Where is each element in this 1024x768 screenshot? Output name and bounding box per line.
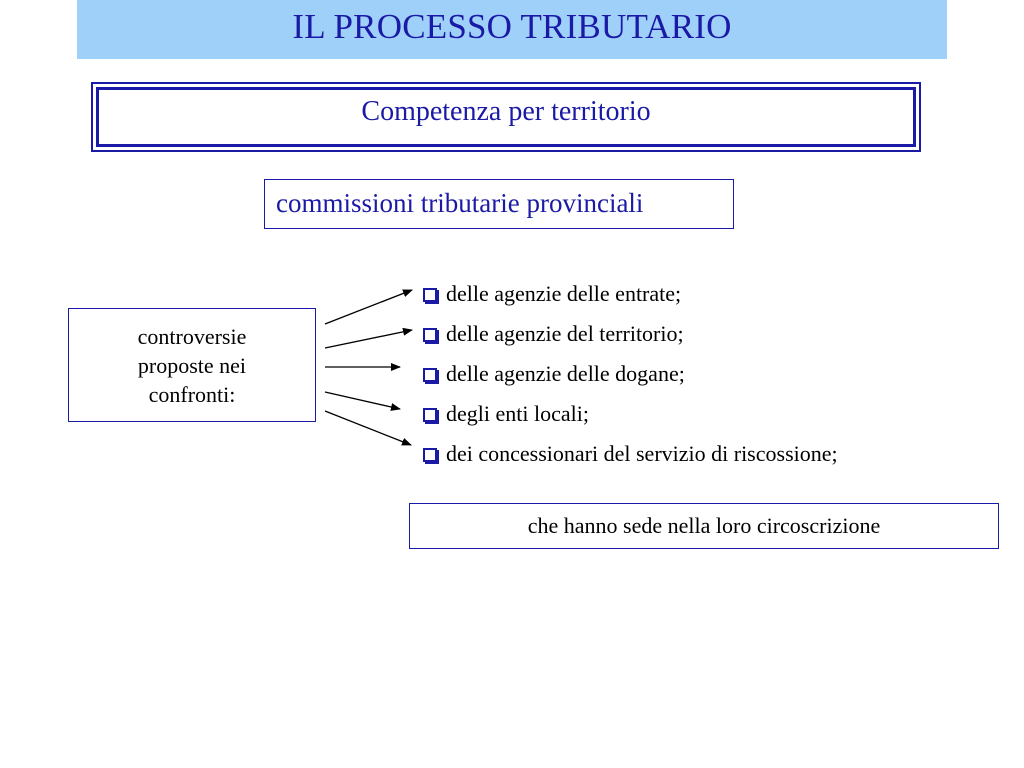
list-item-label: delle agenzie delle dogane; (446, 361, 685, 386)
checkbox-bullet-icon (423, 328, 437, 342)
arrow-2 (325, 330, 412, 348)
list-item-label: degli enti locali; (446, 401, 589, 426)
target-list (423, 274, 838, 474)
list-item-label: delle agenzie delle entrate; (446, 281, 682, 306)
list-item (423, 434, 838, 474)
checkbox-bullet-icon (423, 408, 437, 422)
arrow-5 (325, 411, 411, 445)
source-line-3: confronti: (148, 381, 236, 407)
arrow-4 (325, 392, 400, 409)
slide-title: IL PROCESSO TRIBUTARIO (292, 6, 732, 46)
footer-text: che hanno sede nella loro circoscrizione (527, 513, 881, 538)
source-box (68, 308, 316, 422)
title-bar (77, 0, 947, 59)
checkbox-bullet-icon (423, 448, 437, 462)
list-item (423, 274, 838, 314)
footer-box (409, 503, 999, 549)
list-item (423, 394, 838, 434)
list-item (423, 354, 838, 394)
subtitle-inner-frame (96, 87, 916, 147)
checkbox-bullet-icon (423, 368, 437, 382)
source-text (138, 322, 247, 409)
source-line-2: proposte nei (137, 352, 247, 378)
list-item (423, 314, 838, 354)
list-item-label: delle agenzie del territorio; (446, 321, 684, 346)
court-label: commissioni tributarie provinciali (276, 187, 644, 218)
source-line-1: controversie (137, 323, 247, 349)
checkbox-bullet-icon (423, 288, 437, 302)
arrow-1 (325, 290, 412, 324)
court-box (264, 179, 734, 229)
slide-subtitle: Competenza per territorio (361, 96, 651, 127)
list-item-label: dei concessionari del servizio di riscossione; (446, 441, 838, 466)
subtitle-frame (91, 82, 921, 152)
